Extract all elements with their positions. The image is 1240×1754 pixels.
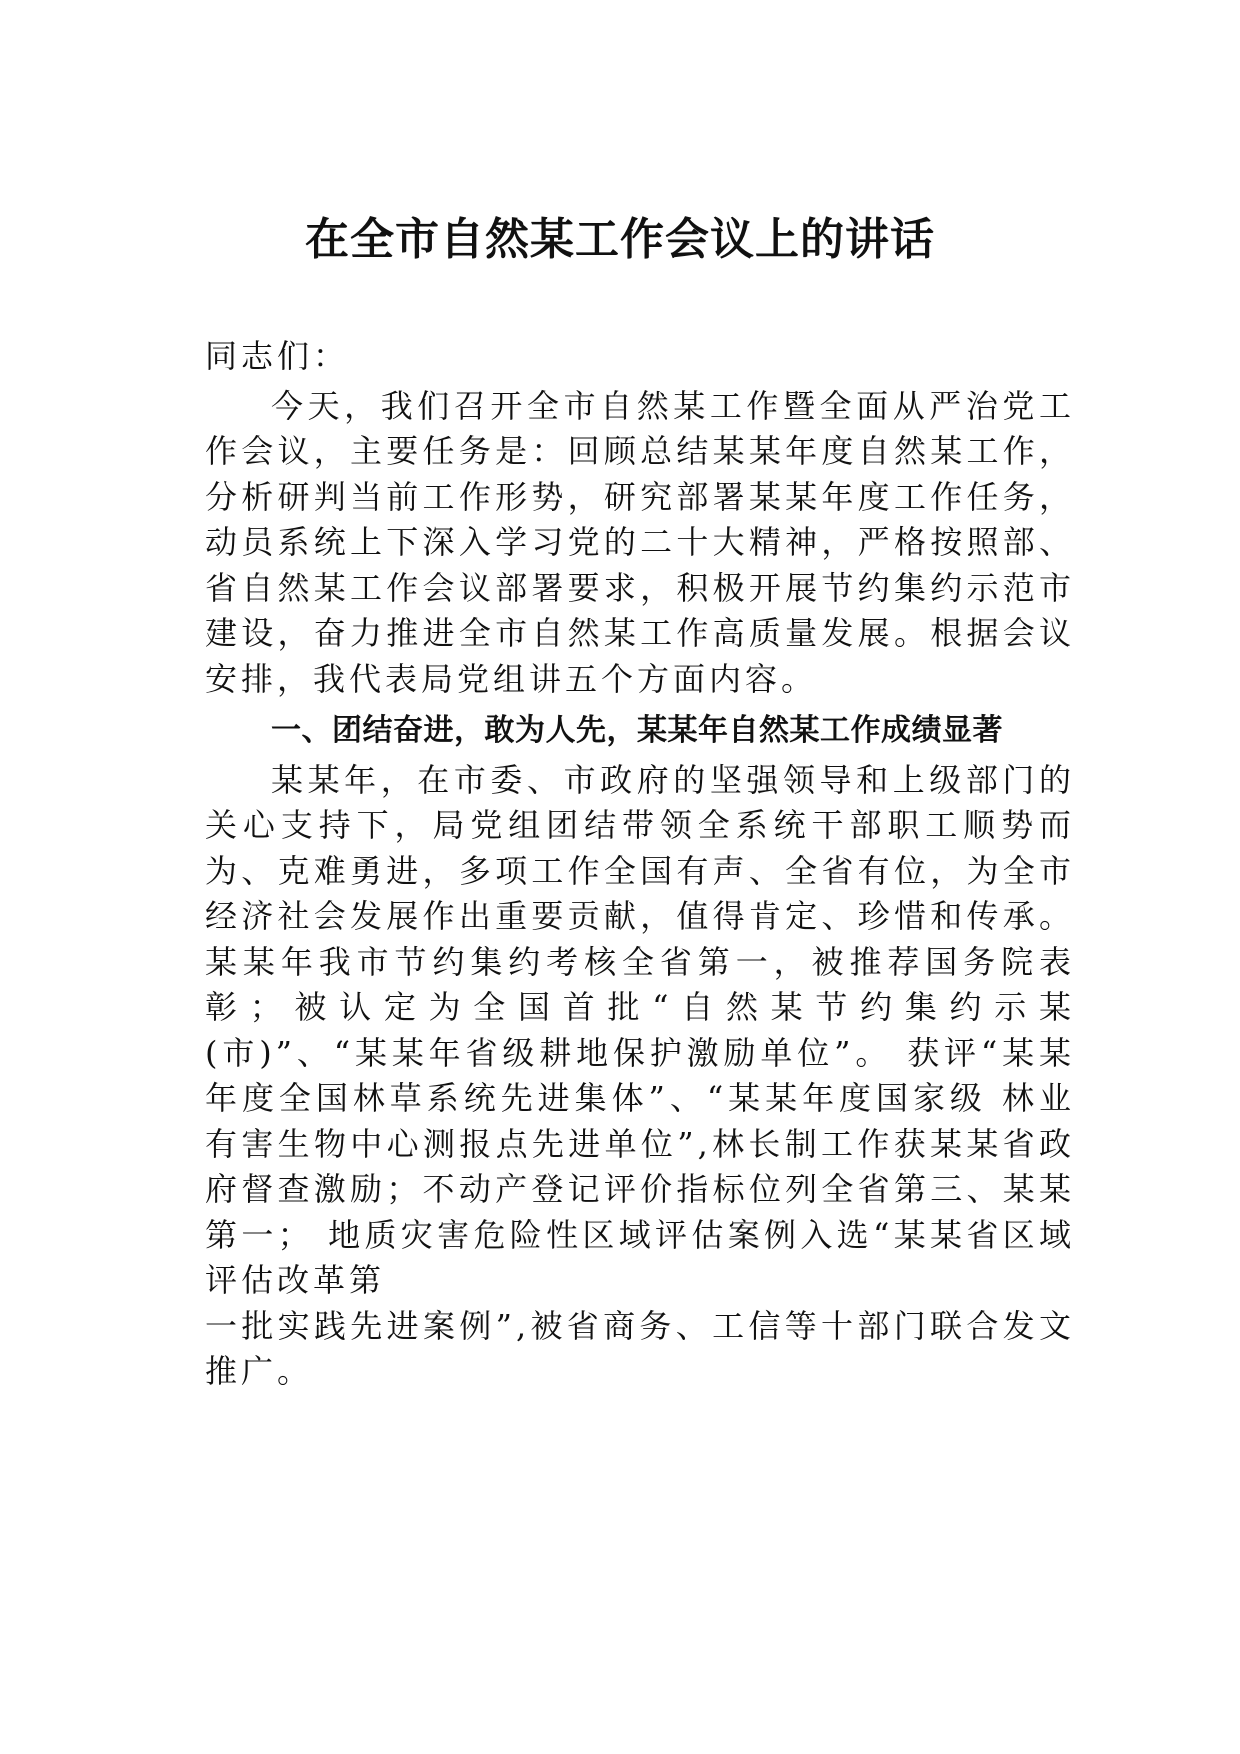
section-heading-1: 一、团结奋进，敢为人先，某某年自然某工作成绩显著 — [271, 713, 1003, 748]
document-body — [205, 334, 1075, 1395]
document-title: 在全市自然某工作会议上的讲话 — [305, 214, 935, 265]
paragraph-achievements: 某某年，在市委、市政府的坚强领导和上级部门的关心支持下，局党组团结带领全系统干部职工顺势而为、克难勇进，多项工作全国有声、全省有位，为全市经济社会发展作出重要贡献，值得肯定、珍惜和传承。某某年我市节约集约考核全省第一，被推荐国务院表彰；被认定为全国首批“自然某节约集约示某(市)”、“某某年省级耕地保护激励单位”。 获评“某某年度全国林草系统先进集体”、“某某年度国家级 林业有害生物中心测报点先进单位”,林长制工作获某某省政 府督查激励；不动产登记评价指标位列全省第三、某某第一； 地质灾害危险性区域评估案例入选“某某省区域评估改革第 — [205, 760, 1075, 1299]
salutation: 同志们： — [205, 337, 350, 375]
paragraph-achievements-continuation: 一批实践先进案例”,被省商务、工信等十部门联合发文推广。 — [205, 1306, 1075, 1390]
paragraph-intro: 今天，我们召开全市自然某工作暨全面从严治党工作会议，主要任务是：回顾总结某某年度自然某工作，分析研判当前工作形势，研究部署某某年度工作任务，动员系统上下深入学习党的二十大精神，严格按照部、省自然某工作会议部署要求，积极开展节约集约示范市建设，奋力推进全市自然某工作高质量发展。根据会议安排，我代表局党组讲五个方面内容。 — [205, 386, 1075, 698]
